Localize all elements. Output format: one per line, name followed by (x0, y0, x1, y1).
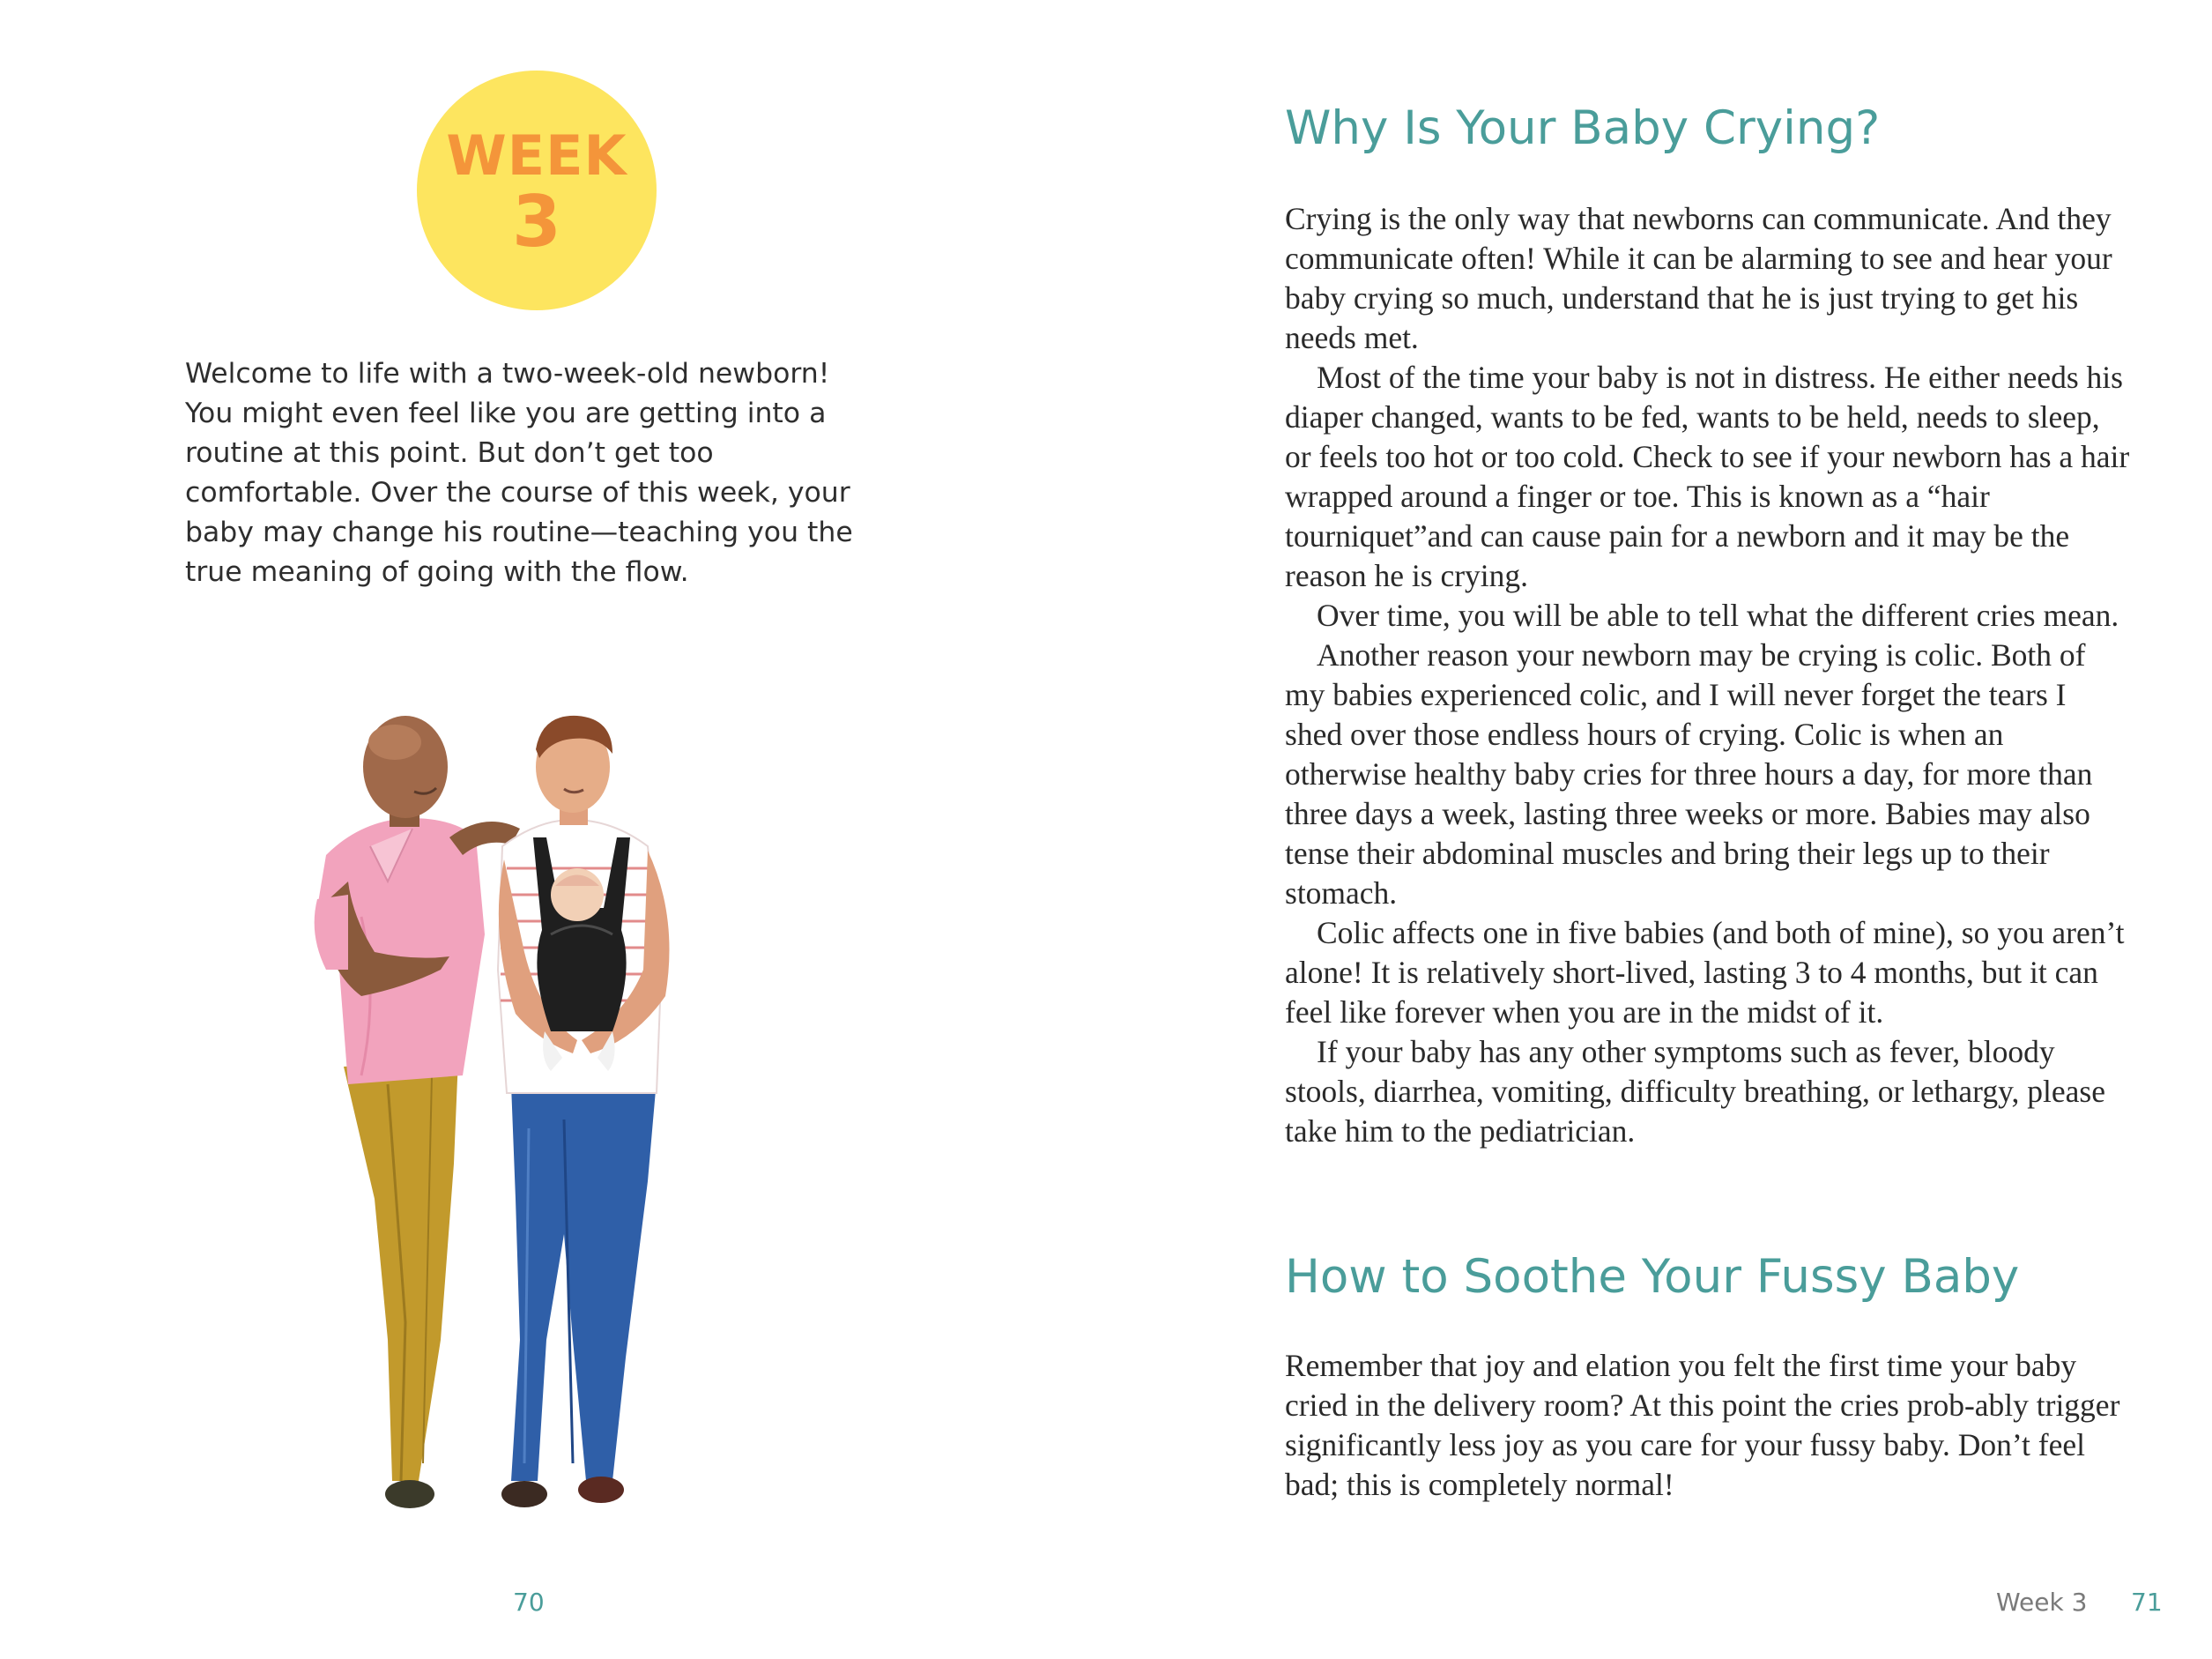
body-paragraph: Crying is the only way that newborns can communicate. And they communicate often! While it can be alarming to see and hear your baby crying so much, understand that he is just trying to get his needs met. (1285, 201, 2112, 355)
parents-with-baby-illustration (308, 705, 767, 1551)
body-paragraph: Another reason your newborn may be crying is colic. Both of my babies experienced colic, and I will never forget the tears I shed over those endless hours of crying. Colic is when an otherwise healthy baby cries for three hours a day, for more than three days a week, lasting three weeks or more. Babies may also tense their abdominal muscles and bring their legs up to their stomach. (1285, 637, 2093, 911)
left-man-figure (315, 716, 520, 1508)
body-paragraph: If your baby has any other symptoms such as fever, bloody stools, diarrhea, vomiting, difficulty breathing, or lethargy, please take him to the pediatrician. (1285, 1034, 2105, 1149)
week-badge-label: WEEK (446, 123, 627, 188)
week-badge-number: 3 (512, 181, 561, 263)
body-paragraph: Over time, you will be able to tell what the different cries mean. (1317, 598, 2119, 633)
intro-paragraph: Welcome to life with a two-week-old newborn! You might even feel like you are getting into a routine at this point. But don’t get too comfortable. Over the course of this week, your baby may change his routine—teaching you the true meaning of going with the flow. (185, 358, 853, 588)
section-body-soothe-baby (1285, 1346, 2131, 1505)
page-number-left: 70 (513, 1588, 545, 1617)
body-paragraph: Colic affects one in five babies (and both of mine), so you aren’t alone! It is relatively short-lived, lasting 3 to 4 months, but it can feel like forever when you are in the midst of it. (1285, 915, 2125, 1030)
page-number-right: 71 (2131, 1588, 2163, 1617)
running-head: Week 3 (1996, 1588, 2088, 1617)
right-page (1106, 0, 2212, 1659)
section-heading-soothe-baby: How to Soothe Your Fussy Baby (1285, 1250, 2020, 1304)
right-man-figure (498, 716, 670, 1507)
section-body-why-crying (1285, 199, 2131, 1151)
body-paragraph: Most of the time your baby is not in distress. He either needs his diaper changed, wants to be fed, wants to be held, needs to sleep, or feels too hot or too cold. Check to see if your newborn has a hair wrapped around a finger or toe. This is known as a “hair tourniquet”and can cause pain for a newborn and it may be the reason he is crying. (1285, 360, 2130, 593)
section-heading-why-crying: Why Is Your Baby Crying? (1285, 101, 1881, 155)
body-paragraph: Remember that joy and elation you felt the first time your baby cried in the delivery room? At this point the cries prob-ably trigger significantly less joy as you care for your fussy baby. Don’t feel bad; this is completely normal! (1285, 1348, 2120, 1502)
week-badge (417, 71, 657, 310)
